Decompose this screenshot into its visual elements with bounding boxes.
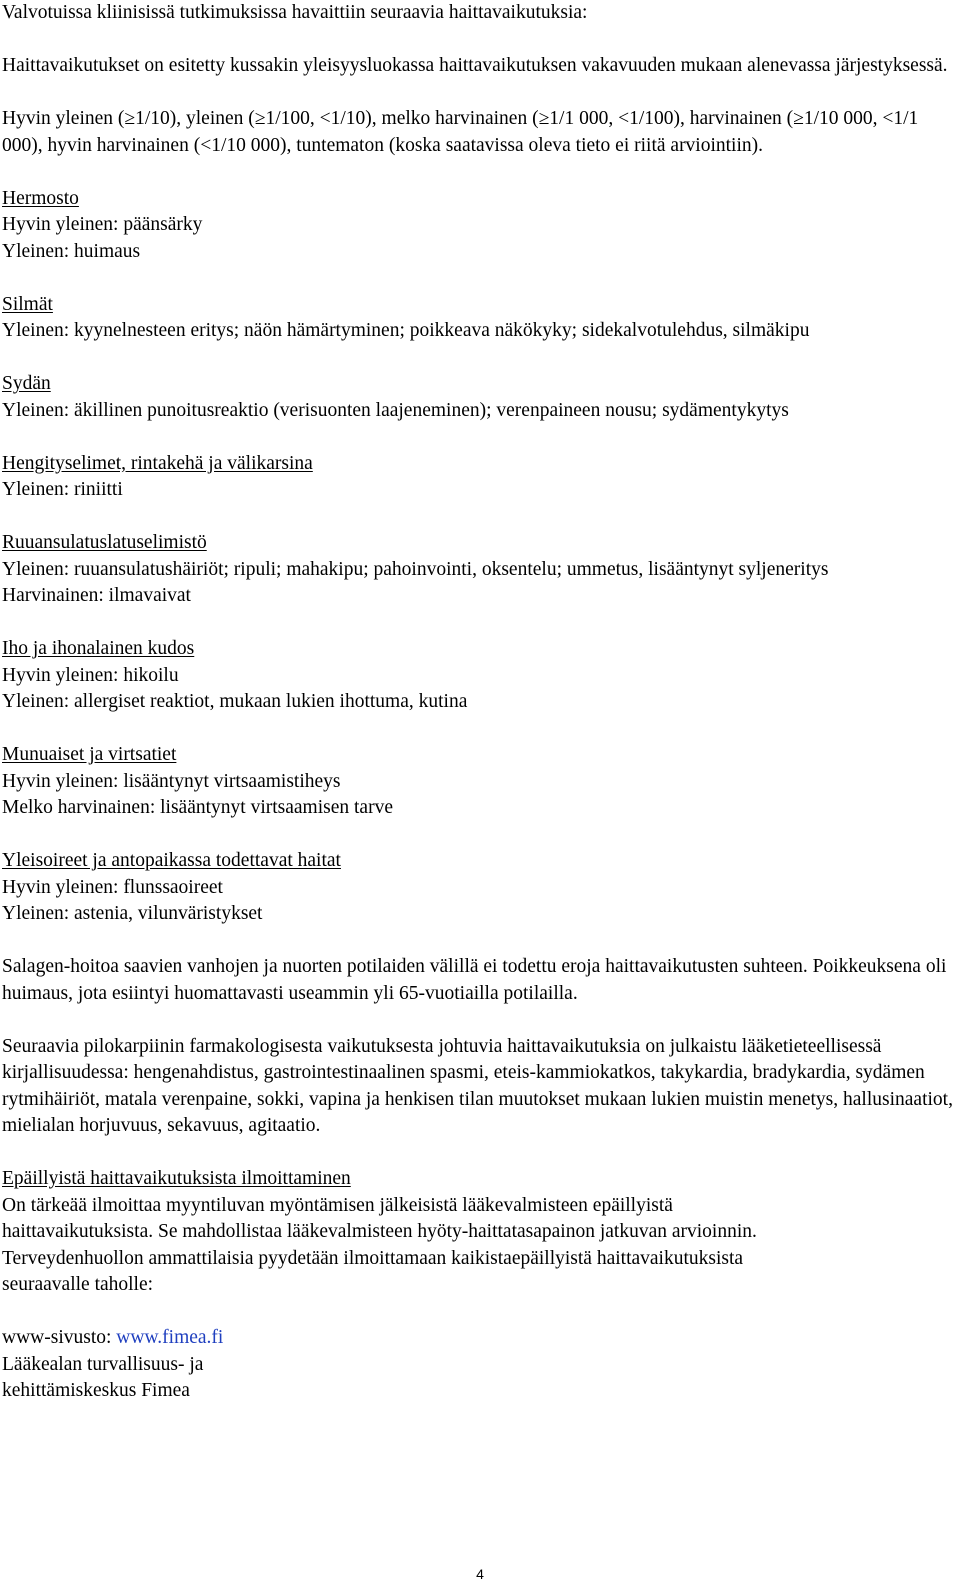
section-line: Yleinen: allergiset reaktiot, mukaan lukien ihottuma, kutina (2, 691, 468, 712)
section-line: Melko harvinainen: lisääntynyt virtsaamisen tarve (2, 797, 393, 818)
section-line: Hyvin yleinen: hikoilu (2, 664, 179, 686)
section-line: Yleinen: huimaus (2, 240, 141, 262)
organization-line: Lääkealan turvallisuus- ja (2, 1353, 204, 1375)
fimea-website-link[interactable]: www.fimea.fi (116, 1327, 224, 1348)
section-line: Yleinen: riniitti (2, 479, 123, 500)
section-line: Yleinen: astenia, vilunväristykset (2, 903, 263, 924)
reporting-line: seuraavalle taholle: (2, 1274, 154, 1295)
salagen-paragraph: Salagen-hoitoa saavien vanhojen ja nuorten potilaiden välillä ei todettu eroja haittavaikutusten suhteen. Poikkeuksena oli huimaus, jota esiintyi huomattavasti useammin yli 65-vuotiailla potilailla. (2, 956, 947, 1004)
section-heading-sydan: Sydän (2, 373, 51, 394)
website-label: www-sivusto: (2, 1327, 117, 1348)
section-line: Yleinen: ruuansulatushäiriöt; ripuli; mahakipu; pahoinvointi, oksentelu; ummetus, lisääntynyt syljeneritys (2, 558, 829, 580)
section-heading-hengityselimet: Hengityselimet, rintakehä ja välikarsina (2, 452, 313, 474)
reporting-line: On tärkeää ilmoittaa myyntiluvan myöntämisen jälkeisistä lääkevalmisteen epäillyistä (2, 1194, 673, 1216)
organization-line: kehittämiskeskus Fimea (2, 1380, 190, 1401)
section-line: Hyvin yleinen: lisääntynyt virtsaamistiheys (2, 770, 341, 792)
pilokarpiini-paragraph: Seuraavia pilokarpiinin farmakologisesta vaikutuksesta johtuvia haittavaikutuksia on julkaistu lääketieteellisessä kirjallisuudessa: hengenahdistus, gastrointestinaalinen spasmi, eteis-kammiokatkos, takykardia, bradykardia, sydämen rytmihäiriöt, matala verenpaine, sokki, vapina ja henkisen tilan muutokset mukaan lukien muistin menetys, hallusinaatiot, mielialan horjuvuus, sekavuus, agitaatio. (2, 1035, 953, 1136)
reporting-line: haittavaikutuksista. Se mahdollistaa lääkevalmisteen hyöty-haittatasapainon jatkuvan arvioinnin. (2, 1221, 757, 1242)
page-content (2, 0, 954, 1405)
section-heading-silmat: Silmät (2, 293, 53, 315)
section-line: Harvinainen: ilmavaivat (2, 585, 191, 606)
frequency-definitions: Hyvin yleinen (≥1/10), yleinen (≥1/100, <1/10), melko harvinainen (≥1/1 000, <1/100), harvinainen (≥1/10 000, <1/1 000), hyvin harvinainen (<1/10 000), tuntematon (koska saatavissa oleva tieto ei riitä arviointiin). (2, 108, 919, 156)
section-heading-ruuansulatus: Ruuansulatuslatuselimistö (2, 532, 207, 553)
website-line (2, 1325, 954, 1352)
intro-ordering-note: Haittavaikutukset on esitetty kussakin yleisyysluokassa haittavaikutuksen vakavuuden mukaan alenevassa järjestyksessä. (2, 55, 948, 76)
intro-line: Valvotuissa kliinisissä tutkimuksissa havaittiin seuraavia haittavaikutuksia: (2, 2, 588, 23)
section-line: Yleinen: kyynelnesteen eritys; näön hämärtyminen; poikkeava näkökyky; sidekalvotulehdus, silmäkipu (2, 320, 810, 341)
section-heading-hermosto: Hermosto (2, 187, 79, 209)
reporting-heading: Epäillyistä haittavaikutuksista ilmoittaminen (2, 1168, 351, 1189)
section-line: Hyvin yleinen: päänsärky (2, 214, 203, 235)
section-line: Yleinen: äkillinen punoitusreaktio (verisuonten laajeneminen); verenpaineen nousu; sydämentykytys (2, 399, 789, 421)
section-line: Hyvin yleinen: flunssaoireet (2, 876, 223, 898)
section-heading-iho: Iho ja ihonalainen kudos (2, 638, 195, 659)
page-number: 4 (476, 1566, 484, 1582)
reporting-line: Terveydenhuollon ammattilaisia pyydetään ilmoittamaan kaikistaepäillyistä haittavaikutuksista (2, 1247, 744, 1269)
section-heading-yleisoireet: Yleisoireet ja antopaikassa todettavat haitat (2, 850, 341, 871)
section-heading-munuaiset: Munuaiset ja virtsatiet (2, 744, 177, 765)
